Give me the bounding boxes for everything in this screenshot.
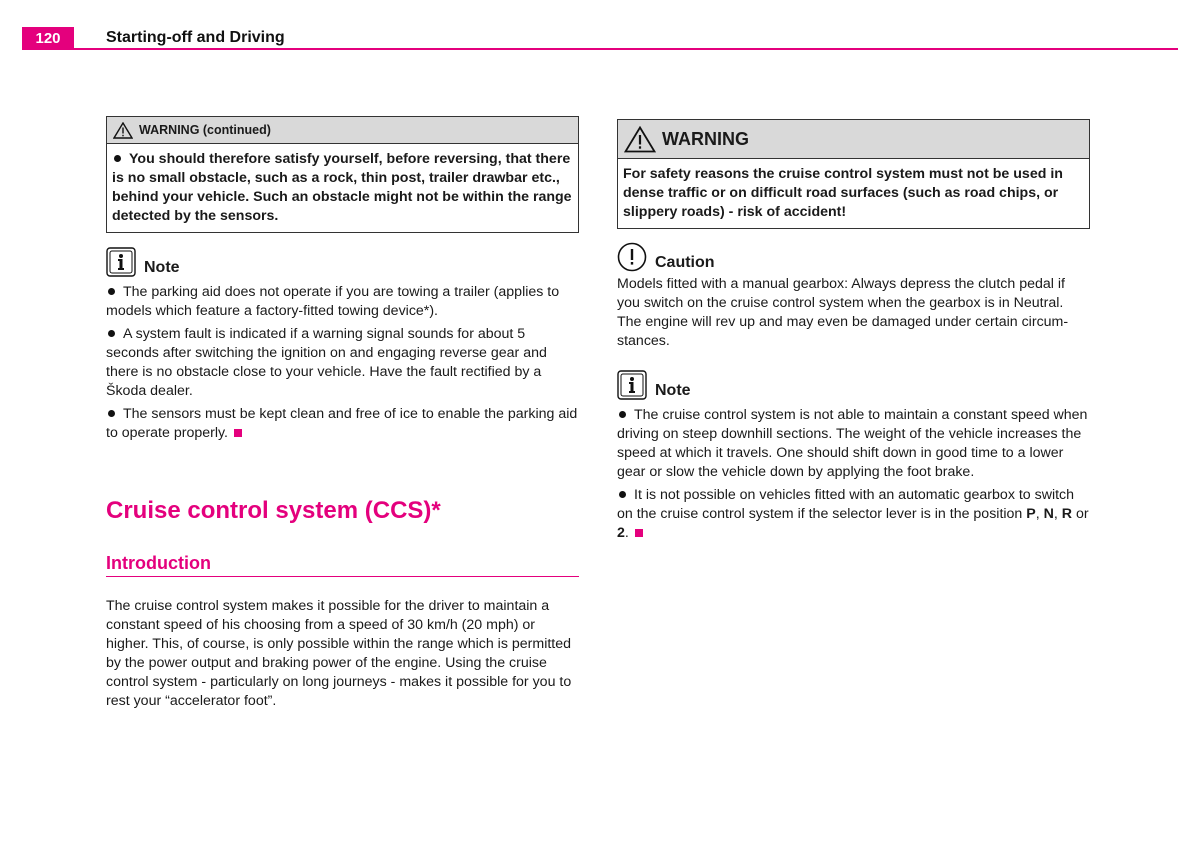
info-note-icon bbox=[106, 247, 136, 277]
note-bullet-2-text: A system fault is indicated if a warning signal sounds for about 5 seconds after switching the ignition on and engaging reverse gear and there is no obstacle close to your vehicle. Have the fault rectified by a Škoda dealer. bbox=[106, 326, 547, 399]
running-head-title: Starting-off and Driving bbox=[106, 29, 285, 46]
note-bullet-1-text: The parking aid does not operate if you are towing a trailer (applies to models which feature a factory-fitted towing device*). bbox=[106, 284, 560, 319]
warning-body bbox=[618, 159, 1089, 228]
warning-continued-header bbox=[107, 117, 578, 144]
note-bullet-2-text-mid: or bbox=[1072, 506, 1089, 522]
caution-text: Models fitted with a manual gearbox: Always depress the clutch pedal if you switch on the cruise control system when the gearbox is in Neutral. The engine will rev up and may even be damaged under certain circum-stances. bbox=[617, 276, 1069, 349]
warning-continued-body bbox=[107, 144, 578, 232]
note-bullet-1 bbox=[617, 406, 1090, 482]
bullet-dot bbox=[108, 330, 115, 337]
warning-triangle-icon bbox=[624, 126, 656, 153]
left-column bbox=[106, 116, 579, 711]
info-note-icon bbox=[617, 370, 647, 400]
warning-triangle-icon bbox=[113, 122, 133, 139]
warning-continued-text: You should therefore satisfy yourself, before reversing, that there is no small obstacle, such as a rock, thin post, trailer drawbar etc., behind your vehicle. Such an obstacle might not be within the range detected by the sensors. bbox=[112, 151, 572, 224]
caution-title: Caution bbox=[655, 254, 715, 271]
caution-exclamation-icon bbox=[617, 242, 647, 272]
header-rule bbox=[22, 48, 1178, 50]
bullet-dot bbox=[619, 411, 626, 418]
section-end-marker bbox=[635, 529, 643, 537]
selector-position-r: R bbox=[1061, 506, 1073, 522]
chapter-title: Cruise control system (CCS)* bbox=[106, 497, 441, 524]
note-title: Note bbox=[655, 382, 691, 399]
selector-position-p: P bbox=[1026, 506, 1036, 522]
page-number-tab: 120 bbox=[22, 27, 74, 50]
note-bullet-1-text: The cruise control system is not able to maintain a constant speed when driving on steep downhill sections. The weight of the vehicle increases the speed at which it travels. One should shift down in good time to a lower gear or slow the vehicle down by applying the foot brake. bbox=[617, 407, 1088, 480]
caution-heading bbox=[617, 242, 1090, 272]
note-bullet-3-text: The sensors must be kept clean and free of ice to enable the parking aid to operate properly. bbox=[106, 406, 578, 441]
note-bullet-2 bbox=[617, 486, 1090, 543]
section-end-marker bbox=[234, 429, 242, 437]
separator: , bbox=[1053, 506, 1062, 522]
selector-position-2: 2 bbox=[617, 525, 625, 541]
warning-continued-box bbox=[106, 116, 579, 233]
note-bullet-2-text-end: . bbox=[624, 525, 629, 541]
note-bullet-1 bbox=[106, 283, 579, 321]
bullet-dot bbox=[108, 288, 115, 295]
note-title: Note bbox=[144, 259, 180, 276]
bullet-dot bbox=[108, 410, 115, 417]
warning-title: WARNING bbox=[662, 128, 749, 149]
bullet-dot bbox=[114, 155, 121, 162]
right-column bbox=[617, 119, 1090, 547]
note-heading bbox=[617, 370, 1090, 400]
warning-box bbox=[617, 119, 1090, 229]
section-title: Introduction bbox=[106, 553, 579, 577]
note-bullet-2-text: It is not possible on vehicles fitted with an automatic gearbox to switch on the cruise control system if the selector lever is in the position bbox=[617, 487, 1075, 522]
note-bullet-2 bbox=[106, 325, 579, 401]
separator: , bbox=[1035, 506, 1044, 522]
warning-text: For safety reasons the cruise control system must not be used in dense traffic or on difficult road surfaces (such as road chips, or slippery roads) - risk of accident! bbox=[623, 166, 1063, 220]
note-heading bbox=[106, 247, 579, 277]
intro-text: The cruise control system makes it possible for the driver to maintain a constant speed of his choosing from a speed of 30 km/h (20 mph) or higher. This, of course, is only possible within the range which is permitted by the power output and braking power of the engine. Using the cruise control system - particularly on long journeys - makes it possible for you to rest your “accelerator foot”. bbox=[106, 598, 572, 709]
warning-continued-title: WARNING (continued) bbox=[139, 123, 271, 137]
note-bullet-3 bbox=[106, 405, 579, 443]
bullet-dot bbox=[619, 491, 626, 498]
selector-position-n: N bbox=[1043, 506, 1054, 522]
warning-header bbox=[618, 120, 1089, 159]
